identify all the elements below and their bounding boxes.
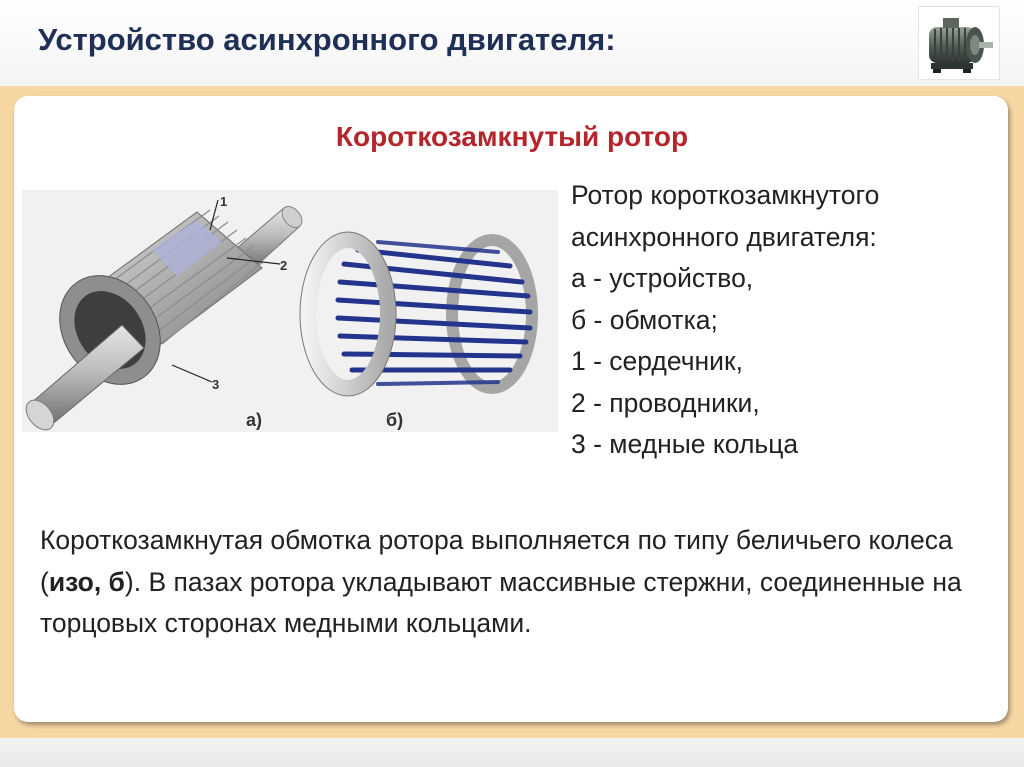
slide-subtitle: Короткозамкнутый ротор (335, 121, 689, 152)
squirrel-cage (300, 232, 532, 430)
rotor-illustration (22, 190, 558, 432)
caption-line: б - обмотка; (571, 304, 718, 335)
caption-line: 3 - медные кольца (571, 429, 799, 459)
paragraph-text-1: Короткозамкнутая обмотка ротора выполняется по типу беличьего колеса ( (40, 525, 953, 597)
paragraph-bold-ref: изо, б (48, 566, 125, 597)
caption-line: Ротор короткозамкнутого (571, 180, 880, 210)
label-part-a: а) (246, 410, 263, 430)
caption-line: 2 - проводники, (571, 387, 760, 418)
label-3: 3 (212, 377, 220, 392)
label-1: 1 (220, 194, 228, 209)
motor-logo (918, 6, 1000, 80)
electric-motor-icon (919, 7, 999, 79)
rotor-figure (22, 190, 558, 432)
paragraph-text-2: ). В пазах ротора укладывают массивные стержни, соединенные на торцовых сторонах медными кольцами. (40, 566, 962, 638)
label-2: 2 (280, 258, 288, 273)
slide-header (0, 0, 1024, 86)
caption-line: а - устройство, (571, 263, 754, 293)
slide-title: Устройство асинхронного двигателя: (38, 22, 616, 57)
footer-strip (0, 738, 1024, 767)
figure-caption (571, 175, 1011, 466)
body-paragraph (40, 520, 990, 645)
label-part-b: б) (386, 410, 404, 430)
caption-line: асинхронного двигателя: (571, 221, 877, 252)
rotor-assembly (22, 194, 306, 432)
caption-line: 1 - сердечник, (571, 346, 743, 376)
